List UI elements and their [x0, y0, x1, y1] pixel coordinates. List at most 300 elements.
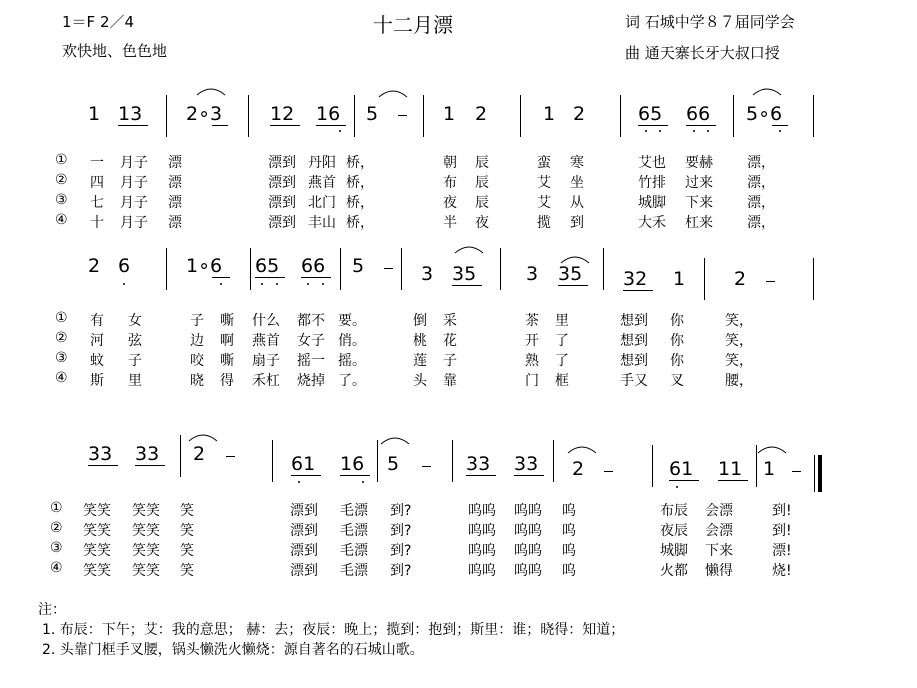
- dash: [398, 115, 407, 116]
- footnote-item: 2. 头靠门框手叉腰，锅头懒洗火懒烧：源自著名的石城山歌。: [42, 642, 424, 658]
- barline: [813, 95, 814, 137]
- lyric-syllable: 笑，: [725, 353, 753, 369]
- octave-dot: [123, 283, 125, 285]
- lyric-syllable: 半: [443, 215, 457, 231]
- lyric-syllable: 毛漂: [340, 563, 368, 579]
- underline: [514, 475, 544, 476]
- tie-arc: [378, 88, 408, 98]
- note: 1: [88, 103, 101, 125]
- lyric-syllable: 会漂: [705, 503, 733, 519]
- lyric-syllable: 竹排: [638, 175, 666, 191]
- lyricist-credit: 词 石城中学８７届同学会: [625, 13, 795, 31]
- lyric-syllable: 辰: [475, 175, 489, 191]
- lyric-syllable: 漂到: [268, 195, 296, 211]
- tie-arc: [567, 444, 597, 454]
- note: 2: [88, 255, 101, 277]
- lyric-syllable: 漂，: [747, 175, 775, 191]
- lyric-syllable: 你: [670, 333, 684, 349]
- barline: [401, 248, 402, 290]
- lyric-syllable: 熟: [525, 353, 539, 369]
- dash: [384, 268, 393, 269]
- lyric-syllable: 一: [90, 155, 104, 171]
- lyric-syllable: ③: [55, 350, 68, 366]
- lyric-syllable: 女子: [297, 333, 325, 349]
- lyric-syllable: 俏。: [338, 333, 366, 349]
- underline: [686, 125, 716, 126]
- lyric-syllable: 呜呜: [468, 523, 496, 539]
- lyric-syllable: 了。: [338, 373, 366, 389]
- lyric-syllable: 呜呜: [468, 543, 496, 559]
- barline: [733, 95, 734, 137]
- underline: [212, 277, 230, 278]
- final-barline-thin: [814, 455, 815, 492]
- lyric-syllable: ③: [50, 540, 63, 556]
- lyric-syllable: 笑笑: [132, 543, 160, 559]
- lyric-syllable: 桥，: [346, 215, 374, 231]
- barline: [452, 440, 453, 482]
- barline: [377, 440, 378, 482]
- lyric-syllable: 嘶: [220, 313, 234, 329]
- lyric-syllable: 呜呜: [514, 523, 542, 539]
- lyric-syllable: 燕首: [252, 333, 280, 349]
- barline: [248, 95, 249, 137]
- tie-arc: [188, 432, 218, 442]
- lyric-syllable: 毛漂: [340, 543, 368, 559]
- note: 61: [291, 453, 316, 475]
- lyric-syllable: ④: [50, 560, 63, 576]
- lyric-syllable: 蛮: [537, 155, 551, 171]
- lyric-syllable: 丹阳: [308, 155, 336, 171]
- lyric-syllable: 布辰: [660, 503, 688, 519]
- lyric-syllable: 笑笑: [83, 503, 111, 519]
- barline: [272, 440, 273, 482]
- barline: [340, 248, 341, 290]
- lyric-syllable: 火都: [660, 563, 688, 579]
- lyric-syllable: 开: [525, 333, 539, 349]
- footnote-item: 1. 布辰：下午；艾：我的意思； 赫：去；夜辰：晚上；揽到：抱到；斯里：谁；晓得：知道；: [42, 622, 625, 638]
- lyric-syllable: 到: [570, 215, 584, 231]
- lyric-syllable: ②: [55, 330, 68, 346]
- note: 35: [558, 263, 583, 285]
- lyric-syllable: 笑，: [725, 333, 753, 349]
- lyric-syllable: 辰: [475, 155, 489, 171]
- barline: [250, 248, 251, 290]
- dash: [422, 466, 431, 467]
- lyric-syllable: 笑笑: [132, 563, 160, 579]
- lyric-syllable: 桥，: [346, 155, 374, 171]
- note: 1: [443, 103, 456, 125]
- verse-line: [50, 540, 810, 557]
- barline: [704, 258, 705, 300]
- lyric-syllable: 漂到: [268, 155, 296, 171]
- lyric-syllable: 你: [670, 313, 684, 329]
- lyric-syllable: 笑笑: [132, 503, 160, 519]
- lyric-syllable: 毛漂: [340, 503, 368, 519]
- octave-dot: [676, 486, 678, 488]
- lyric-syllable: 都不: [297, 313, 325, 329]
- note: 5: [352, 255, 365, 277]
- octave-dot: [693, 130, 695, 132]
- lyric-syllable: 笑，: [725, 313, 753, 329]
- note: 1∘6: [186, 255, 223, 277]
- verse-line: [55, 152, 815, 169]
- underline: [301, 277, 331, 278]
- barline: [500, 248, 501, 290]
- lyric-syllable: 笑笑: [132, 523, 160, 539]
- note: 16: [316, 103, 341, 125]
- underline: [638, 125, 668, 126]
- lyric-syllable: 笑: [180, 563, 194, 579]
- lyric-syllable: 夜: [475, 215, 489, 231]
- lyric-syllable: 里: [128, 373, 142, 389]
- lyric-syllable: 咬: [190, 353, 204, 369]
- lyric-syllable: 笑: [180, 543, 194, 559]
- tie-arc: [196, 86, 226, 96]
- lyric-syllable: 到?: [390, 523, 412, 539]
- lyric-syllable: 摇一: [297, 353, 325, 369]
- lyric-syllable: ②: [55, 172, 68, 188]
- note: 33: [135, 443, 160, 465]
- lyric-syllable: ③: [55, 192, 68, 208]
- lyric-syllable: 北门: [308, 195, 336, 211]
- lyric-syllable: 城脚: [660, 543, 688, 559]
- lyric-syllable: 有: [90, 313, 104, 329]
- octave-dot: [645, 130, 647, 132]
- lyric-syllable: 里: [555, 313, 569, 329]
- key-signature: 1＝F 2／4: [62, 13, 135, 31]
- octave-dot: [707, 130, 709, 132]
- lyric-syllable: 艾: [537, 195, 551, 211]
- lyric-syllable: 什么: [252, 313, 280, 329]
- lyric-syllable: 艾也: [638, 155, 666, 171]
- lyric-syllable: 漂到: [290, 543, 318, 559]
- lyric-syllable: 月子: [120, 215, 148, 231]
- lyric-syllable: 到?: [390, 503, 412, 519]
- note: 65: [255, 255, 280, 277]
- note: 35: [452, 263, 477, 285]
- dash: [226, 456, 235, 457]
- lyric-syllable: 莲: [413, 353, 427, 369]
- octave-dot: [276, 283, 278, 285]
- lyric-syllable: 漂，: [747, 155, 775, 171]
- lyric-syllable: ②: [50, 520, 63, 536]
- lyric-syllable: 杠来: [685, 215, 713, 231]
- lyric-syllable: 呜: [562, 523, 576, 539]
- lyric-syllable: 呜呜: [468, 503, 496, 519]
- octave-dot: [220, 283, 222, 285]
- lyric-syllable: 烧掉: [297, 373, 325, 389]
- octave-dot: [339, 130, 341, 132]
- underline: [558, 285, 588, 286]
- verse-line: [50, 500, 810, 517]
- lyric-syllable: 弦: [128, 333, 142, 349]
- note: 2: [573, 103, 586, 125]
- barline: [553, 440, 554, 482]
- verse-line: [50, 560, 810, 577]
- lyric-syllable: 头: [413, 373, 427, 389]
- note: 2: [734, 268, 747, 290]
- final-barline-thick: [818, 455, 822, 492]
- composer-credit: 曲 通天寨长牙大叔口授: [625, 44, 780, 62]
- lyric-syllable: 漂到: [290, 563, 318, 579]
- lyric-syllable: 呜呜: [514, 503, 542, 519]
- note: 5: [387, 453, 400, 475]
- lyric-syllable: 呜: [562, 503, 576, 519]
- lyric-syllable: 要赫: [685, 155, 713, 171]
- lyric-syllable: 布: [443, 175, 457, 191]
- lyric-syllable: 漂!: [772, 543, 792, 559]
- note: 65: [638, 103, 663, 125]
- verse-line: [55, 172, 815, 189]
- lyric-syllable: ④: [55, 212, 68, 228]
- note: 1: [543, 103, 556, 125]
- lyric-syllable: 笑笑: [83, 523, 111, 539]
- lyric-syllable: 漂，: [747, 215, 775, 231]
- lyric-syllable: 嘶: [220, 353, 234, 369]
- slur-arc: [560, 254, 590, 264]
- underline: [669, 480, 699, 481]
- note: 3: [526, 263, 539, 285]
- note: 33: [466, 453, 491, 475]
- underline: [452, 285, 482, 286]
- lyric-syllable: 朝: [443, 155, 457, 171]
- barline: [813, 258, 814, 300]
- note: 33: [514, 453, 539, 475]
- lyric-syllable: 到?: [390, 563, 412, 579]
- lyric-syllable: 靠: [443, 373, 457, 389]
- lyric-syllable: 女: [128, 313, 142, 329]
- lyric-syllable: 你: [670, 353, 684, 369]
- slur-arc: [454, 244, 484, 254]
- lyric-syllable: 漂到: [290, 503, 318, 519]
- tie-arc: [380, 435, 410, 445]
- lyric-syllable: 蚊: [90, 353, 104, 369]
- lyric-syllable: 月子: [120, 155, 148, 171]
- verse-line: [55, 310, 815, 327]
- lyric-syllable: 禾杠: [252, 373, 280, 389]
- note: 1: [673, 268, 686, 290]
- lyric-syllable: ④: [55, 370, 68, 386]
- note: 66: [301, 255, 326, 277]
- lyric-syllable: 茶: [525, 313, 539, 329]
- lyric-syllable: 揽: [537, 215, 551, 231]
- note: 6: [118, 255, 131, 277]
- footnote-heading: 注：: [38, 602, 66, 618]
- lyric-syllable: 桃: [413, 333, 427, 349]
- underline: [270, 125, 300, 126]
- lyric-syllable: 到!: [772, 503, 792, 519]
- underline: [316, 125, 346, 126]
- lyric-syllable: 框: [555, 373, 569, 389]
- note: 2: [572, 458, 585, 480]
- lyric-syllable: 得: [220, 373, 234, 389]
- lyric-syllable: 呜呜: [468, 563, 496, 579]
- tie-arc: [752, 86, 782, 96]
- underline: [255, 277, 285, 278]
- lyric-syllable: 懒得: [705, 563, 733, 579]
- dash: [604, 471, 613, 472]
- barline: [620, 95, 621, 137]
- lyric-syllable: 采: [443, 313, 457, 329]
- lyric-syllable: 桥，: [346, 175, 374, 191]
- lyric-syllable: 从: [570, 195, 584, 211]
- verse-line: [55, 350, 815, 367]
- lyric-syllable: 呜呜: [514, 563, 542, 579]
- lyric-syllable: 会漂: [705, 523, 733, 539]
- underline: [88, 465, 118, 466]
- lyric-syllable: 啊: [220, 333, 234, 349]
- lyric-syllable: 四: [90, 175, 104, 191]
- lyric-syllable: 倒: [413, 313, 427, 329]
- lyric-syllable: 笑笑: [83, 563, 111, 579]
- lyric-syllable: 边: [190, 333, 204, 349]
- lyric-syllable: 了: [555, 333, 569, 349]
- lyric-syllable: 想到: [620, 313, 648, 329]
- note: 12: [270, 103, 295, 125]
- note: 2: [193, 443, 206, 465]
- barline: [520, 95, 521, 137]
- verse-line: [55, 370, 815, 387]
- note: 2∘3: [186, 103, 223, 125]
- lyric-syllable: 了: [555, 353, 569, 369]
- lyric-syllable: 漂: [168, 215, 182, 231]
- barline: [652, 445, 653, 487]
- lyric-syllable: 坐: [570, 175, 584, 191]
- underline: [718, 480, 748, 481]
- barline: [603, 248, 604, 290]
- lyric-syllable: 笑: [180, 503, 194, 519]
- lyric-syllable: 夜: [443, 195, 457, 211]
- lyric-syllable: 门: [525, 373, 539, 389]
- barline: [166, 95, 167, 137]
- lyric-syllable: 腰，: [725, 373, 753, 389]
- underline: [291, 475, 321, 476]
- lyric-syllable: 七: [90, 195, 104, 211]
- lyric-syllable: 下来: [705, 543, 733, 559]
- lyric-syllable: 漂到: [290, 523, 318, 539]
- lyric-syllable: 辰: [475, 195, 489, 211]
- tie-arc: [757, 444, 787, 454]
- dash: [766, 281, 775, 282]
- octave-dot: [261, 283, 263, 285]
- octave-dot: [307, 283, 309, 285]
- lyric-syllable: ①: [50, 500, 63, 516]
- note: 5∘6: [746, 103, 783, 125]
- lyric-syllable: 漂: [168, 195, 182, 211]
- lyric-syllable: 漂到: [268, 215, 296, 231]
- note: 33: [88, 443, 113, 465]
- lyric-syllable: 漂到: [268, 175, 296, 191]
- lyric-syllable: ①: [55, 152, 68, 168]
- lyric-syllable: 夜辰: [660, 523, 688, 539]
- lyric-syllable: 燕首: [308, 175, 336, 191]
- lyric-syllable: 想到: [620, 333, 648, 349]
- octave-dot: [362, 481, 364, 483]
- note: 11: [718, 458, 743, 480]
- lyric-syllable: 晓: [190, 373, 204, 389]
- note: 13: [118, 103, 143, 125]
- barline: [423, 95, 424, 137]
- lyric-syllable: 摇。: [338, 353, 366, 369]
- lyric-syllable: 要。: [338, 313, 366, 329]
- verse-line: [55, 330, 815, 347]
- lyric-syllable: 子: [128, 353, 142, 369]
- tempo-marking: 欢快地、色色地: [62, 42, 168, 60]
- lyric-syllable: 手又: [620, 373, 648, 389]
- lyric-syllable: 十: [90, 215, 104, 231]
- octave-dot: [298, 481, 300, 483]
- lyric-syllable: 到!: [772, 523, 792, 539]
- lyric-syllable: 呜呜: [514, 543, 542, 559]
- lyric-syllable: ①: [55, 310, 68, 326]
- lyric-syllable: 漂: [168, 155, 182, 171]
- note: 66: [686, 103, 711, 125]
- note: 16: [340, 453, 365, 475]
- lyric-syllable: 呜: [562, 563, 576, 579]
- lyric-syllable: 子: [190, 313, 204, 329]
- lyric-syllable: 河: [90, 333, 104, 349]
- verse-line: [50, 520, 810, 537]
- verse-line: [55, 212, 815, 229]
- lyric-syllable: 毛漂: [340, 523, 368, 539]
- note: 3: [421, 263, 434, 285]
- barline: [354, 95, 355, 137]
- underline: [340, 475, 370, 476]
- lyric-syllable: 下来: [685, 195, 713, 211]
- lyric-syllable: 月子: [120, 175, 148, 191]
- lyric-syllable: 子: [443, 353, 457, 369]
- underline: [466, 475, 496, 476]
- lyric-syllable: 月子: [120, 195, 148, 211]
- lyric-syllable: 漂，: [747, 195, 775, 211]
- note: 32: [623, 268, 648, 290]
- octave-dot: [322, 283, 324, 285]
- lyric-syllable: 笑: [180, 523, 194, 539]
- song-title: 十二月漂: [373, 13, 453, 37]
- lyric-syllable: 寒: [570, 155, 584, 171]
- note: 61: [669, 458, 694, 480]
- lyric-syllable: 大禾: [638, 215, 666, 231]
- lyric-syllable: 花: [443, 333, 457, 349]
- lyric-syllable: 扇子: [252, 353, 280, 369]
- barline: [166, 248, 167, 290]
- lyric-syllable: 斯: [90, 373, 104, 389]
- note: 5: [366, 103, 379, 125]
- dash: [792, 471, 801, 472]
- underline: [772, 125, 788, 126]
- lyric-syllable: 想到: [620, 353, 648, 369]
- octave-dot: [659, 130, 661, 132]
- note: 2: [475, 103, 488, 125]
- lyric-syllable: 丰山: [308, 215, 336, 231]
- verse-line: [55, 192, 815, 209]
- lyric-syllable: 漂: [168, 175, 182, 191]
- underline: [212, 125, 228, 126]
- note: 1: [763, 458, 776, 480]
- octave-dot: [779, 130, 781, 132]
- lyric-syllable: 笑笑: [83, 543, 111, 559]
- underline: [135, 465, 165, 466]
- underline: [118, 125, 148, 126]
- lyric-syllable: 呜: [562, 543, 576, 559]
- lyric-syllable: 过来: [685, 175, 713, 191]
- lyric-syllable: 到?: [390, 543, 412, 559]
- barline: [180, 435, 181, 477]
- lyric-syllable: 桥，: [346, 195, 374, 211]
- underline: [623, 290, 653, 291]
- lyric-syllable: 叉: [670, 373, 684, 389]
- lyric-syllable: 烧!: [772, 563, 792, 579]
